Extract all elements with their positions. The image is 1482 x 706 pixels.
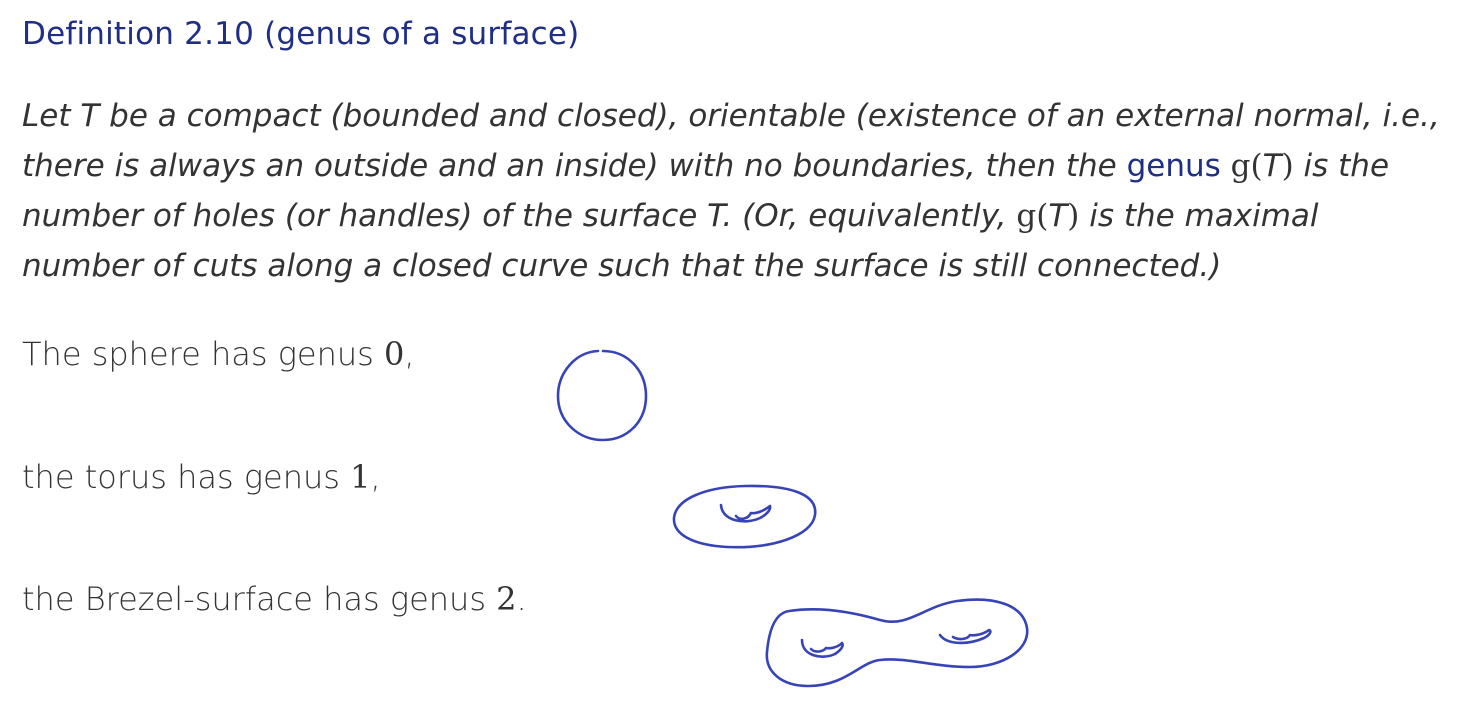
definition-line-3-start: number of holes (or handles) of the surface T. (Or, equivalently, [22,198,1017,234]
definition-line-2-start: there is always an outside and an inside) with no boundaries, then the [22,148,1127,184]
brezel-hole-left-sketch [802,640,843,657]
genus-formula: g(T) [1230,148,1294,184]
definition-topic: (genus of a surface) [264,16,580,52]
genus-keyword: genus [1126,148,1221,184]
genus-value-torus: 1 [350,458,371,496]
example-torus: the torus has genus 1, [22,458,381,496]
sphere-sketch [558,351,646,440]
torus-hole-sketch [721,505,770,521]
genus-value-brezel: 2 [496,580,517,618]
definition-line-4: number of cuts along a closed curve such that the surface is still connected.) [22,248,1222,284]
definition-line-3-end: is the maximal [1079,198,1319,234]
genus-value-sphere: 0 [383,335,405,373]
definition-line-2 [22,141,1472,191]
genus-formula-2: g(T) [1016,198,1080,234]
definition-line-1: Let T be a compact (bounded and closed), orientable (existence of an external normal, i.e., [22,98,1440,134]
torus-sketch [674,486,815,547]
brezel-sketch [767,600,1027,686]
example-sphere: The sphere has genus 0, [22,335,415,373]
definition-heading [22,16,579,52]
definition-body [22,91,1472,291]
brezel-hole-right-sketch [940,630,990,643]
example-brezel: the Brezel-surface has genus 2. [22,580,527,618]
definition-line-3 [22,191,1472,241]
definition-line-2-end: is the [1293,148,1390,184]
definition-label: Definition 2.10 [22,16,254,52]
